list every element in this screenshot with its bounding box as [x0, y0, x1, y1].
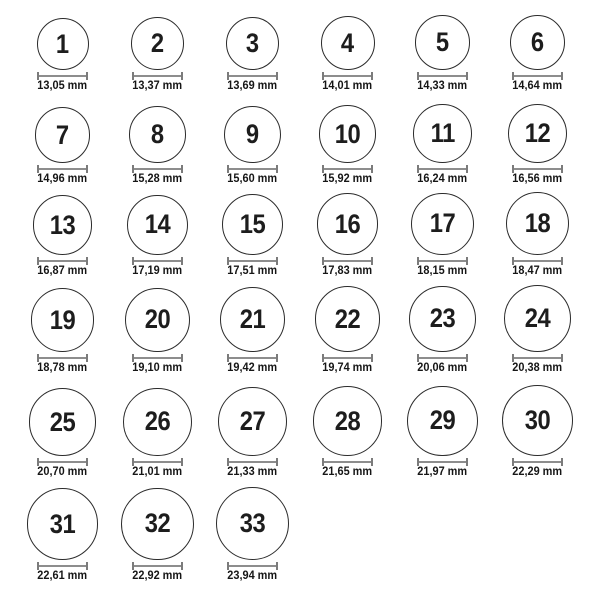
ring-size-cell [395, 286, 490, 374]
ruler-tick-left [132, 165, 134, 173]
diameter-ruler [417, 257, 468, 265]
ring-size-number: 19 [49, 304, 76, 335]
diameter-ruler [227, 354, 278, 362]
diameter-label: 14,96 mm [37, 173, 88, 185]
ruler-tick-right [181, 165, 183, 173]
ring-size-cell [110, 488, 205, 582]
ruler-tick-left [132, 72, 134, 80]
ruler-tick-left [512, 165, 514, 173]
ring-circle [125, 288, 190, 353]
ruler-tick-right [466, 354, 468, 362]
ring-size-number: 22 [334, 303, 361, 334]
ring-size-number: 27 [239, 405, 266, 436]
ring-circle [37, 18, 89, 70]
ring-circle [220, 287, 285, 352]
ring-size-number: 25 [49, 406, 76, 437]
ruler-tick-right [276, 458, 278, 466]
diameter-label: 21,01 mm [132, 466, 183, 478]
ring-size-cell [205, 487, 300, 582]
diameter-label: 17,51 mm [227, 265, 278, 277]
ring-circle [218, 387, 287, 456]
diameter-label: 20,38 mm [512, 362, 563, 374]
ruler-tick-left [132, 458, 134, 466]
diameter-ruler [417, 354, 468, 362]
ruler-tick-left [37, 458, 39, 466]
chart-row-4 [0, 287, 600, 387]
diameter-label: 15,60 mm [227, 173, 278, 185]
diameter-ruler [322, 458, 373, 466]
ring-circle [121, 488, 193, 560]
ring-circle [226, 17, 279, 70]
chart-row-3 [0, 190, 600, 287]
ring-size-number: 31 [49, 508, 76, 539]
ruler-tick-left [227, 562, 229, 570]
diameter-ruler [322, 354, 373, 362]
ring-circle [27, 488, 99, 560]
ruler-tick-right [371, 458, 373, 466]
ruler-tick-left [322, 72, 324, 80]
ring-size-number: 15 [239, 208, 266, 239]
ring-size-cell [490, 285, 585, 374]
ring-size-number: 4 [341, 27, 354, 58]
ruler-tick-right [276, 165, 278, 173]
ring-size-cell [15, 195, 110, 277]
ruler-tick-right [466, 458, 468, 466]
diameter-label: 20,70 mm [37, 466, 88, 478]
diameter-label: 15,92 mm [322, 173, 373, 185]
ruler-tick-left [417, 354, 419, 362]
diameter-label: 19,74 mm [322, 362, 373, 374]
ring-size-cell [395, 104, 490, 185]
ruler-tick-left [227, 257, 229, 265]
ring-size-cell [300, 386, 395, 478]
ruler-tick-left [322, 257, 324, 265]
ruler-tick-right [86, 354, 88, 362]
ruler-tick-right [86, 562, 88, 570]
ring-size-cell [15, 388, 110, 478]
ruler-tick-right [466, 72, 468, 80]
diameter-label: 15,28 mm [132, 173, 183, 185]
diameter-ruler [227, 562, 278, 570]
diameter-label: 21,33 mm [227, 466, 278, 478]
chart-row-2 [0, 95, 600, 190]
diameter-ruler [227, 72, 278, 80]
diameter-ruler [37, 72, 88, 80]
ruler-tick-left [37, 165, 39, 173]
ruler-tick-right [181, 562, 183, 570]
ruler-tick-left [322, 354, 324, 362]
ruler-tick-left [37, 354, 39, 362]
diameter-label: 22,61 mm [37, 570, 88, 582]
ring-size-cell [490, 104, 585, 185]
ring-size-cell [205, 387, 300, 478]
ruler-tick-right [181, 72, 183, 80]
ruler-tick-left [227, 72, 229, 80]
ring-size-cell [15, 288, 110, 374]
ruler-tick-right [86, 458, 88, 466]
ring-size-number: 17 [429, 208, 456, 239]
diameter-ruler [512, 165, 563, 173]
diameter-ruler [322, 72, 373, 80]
ruler-tick-left [37, 72, 39, 80]
diameter-ruler [417, 458, 468, 466]
ring-size-number: 26 [144, 406, 171, 437]
ruler-tick-right [181, 354, 183, 362]
ring-size-cell [490, 385, 585, 478]
diameter-ruler [227, 458, 278, 466]
ring-circle [216, 487, 289, 560]
ring-circle [504, 285, 571, 352]
diameter-ruler [417, 165, 468, 173]
diameter-ruler [37, 562, 88, 570]
ring-circle [407, 386, 477, 456]
ring-size-number: 2 [151, 28, 164, 59]
ring-size-cell [395, 15, 490, 92]
ring-size-cell [110, 288, 205, 375]
diameter-label: 18,47 mm [512, 265, 563, 277]
diameter-ruler [512, 354, 563, 362]
diameter-ruler [227, 257, 278, 265]
chart-row-6 [0, 487, 600, 600]
ring-circle [127, 195, 188, 256]
ring-size-cell [205, 17, 300, 92]
ring-size-cell [300, 16, 395, 92]
diameter-ruler [417, 72, 468, 80]
ruler-tick-left [132, 562, 134, 570]
ring-size-number: 12 [524, 117, 551, 148]
diameter-label: 14,33 mm [417, 80, 468, 92]
diameter-label: 17,19 mm [132, 265, 183, 277]
diameter-ruler [37, 257, 88, 265]
ring-size-number: 30 [524, 405, 551, 435]
ruler-tick-right [371, 257, 373, 265]
ruler-tick-right [561, 257, 563, 265]
ruler-tick-right [86, 165, 88, 173]
ring-size-cell [205, 287, 300, 374]
ring-size-number: 1 [56, 28, 69, 59]
ruler-tick-right [561, 165, 563, 173]
diameter-ruler [132, 257, 183, 265]
diameter-label: 22,92 mm [132, 570, 183, 582]
ring-circle [222, 194, 283, 255]
ring-circle [315, 286, 381, 352]
ring-circle [313, 386, 383, 456]
diameter-label: 19,42 mm [227, 362, 278, 374]
diameter-label: 16,24 mm [417, 173, 468, 185]
ring-circle [502, 385, 573, 456]
ruler-tick-right [371, 165, 373, 173]
ring-size-number: 18 [524, 207, 551, 238]
ring-size-number: 13 [49, 209, 76, 240]
diameter-ruler [512, 458, 563, 466]
ruler-tick-right [466, 165, 468, 173]
diameter-ruler [132, 165, 183, 173]
ring-size-number: 33 [239, 508, 266, 538]
chart-row-1 [0, 0, 600, 95]
diameter-label: 23,94 mm [227, 570, 278, 582]
ruler-tick-right [86, 257, 88, 265]
ring-size-cell [395, 386, 490, 478]
diameter-label: 18,78 mm [37, 362, 88, 374]
ring-circle [35, 107, 91, 163]
ring-size-number: 9 [246, 118, 259, 149]
diameter-label: 14,01 mm [322, 80, 373, 92]
ring-size-number: 29 [429, 405, 456, 436]
ring-size-number: 23 [429, 303, 456, 334]
ruler-tick-left [512, 458, 514, 466]
ring-size-number: 28 [334, 405, 361, 436]
ring-size-number: 14 [144, 209, 171, 240]
ruler-tick-left [37, 257, 39, 265]
ring-circle [319, 105, 377, 163]
ruler-tick-right [181, 458, 183, 466]
diameter-label: 16,87 mm [37, 265, 88, 277]
diameter-label: 21,97 mm [417, 466, 468, 478]
ruler-tick-right [276, 72, 278, 80]
ruler-tick-left [512, 72, 514, 80]
ring-circle [33, 195, 93, 255]
diameter-label: 14,64 mm [512, 80, 563, 92]
ring-size-number: 16 [334, 208, 361, 239]
ring-size-cell [15, 107, 110, 185]
ruler-tick-left [512, 354, 514, 362]
ring-circle [409, 286, 475, 352]
ring-size-number: 11 [430, 118, 455, 149]
ring-circle [415, 15, 470, 70]
ruler-tick-right [561, 354, 563, 362]
ruler-tick-left [322, 458, 324, 466]
ruler-tick-left [37, 562, 39, 570]
diameter-ruler [132, 72, 183, 80]
diameter-ruler [132, 458, 183, 466]
diameter-label: 22,29 mm [512, 466, 563, 478]
diameter-label: 17,83 mm [322, 265, 373, 277]
ring-circle [224, 106, 281, 163]
ring-size-cell [15, 18, 110, 92]
diameter-label: 20,06 mm [417, 362, 468, 374]
ruler-tick-right [181, 257, 183, 265]
diameter-ruler [132, 354, 183, 362]
diameter-ruler [322, 165, 373, 173]
ring-size-cell [300, 286, 395, 374]
ring-size-number: 3 [246, 27, 259, 58]
ruler-tick-right [561, 72, 563, 80]
ring-size-cell [395, 193, 490, 278]
ring-size-number: 8 [151, 119, 164, 150]
ring-size-cell [110, 106, 205, 185]
diameter-ruler [512, 257, 563, 265]
ruler-tick-right [276, 257, 278, 265]
ring-circle [411, 193, 474, 256]
ring-circle [321, 16, 375, 70]
ring-size-cell [110, 17, 205, 92]
ring-size-cell [205, 106, 300, 185]
ruler-tick-left [132, 354, 134, 362]
diameter-ruler [37, 354, 88, 362]
ring-size-number: 20 [144, 304, 171, 335]
ring-size-number: 24 [524, 302, 551, 333]
ring-circle [129, 106, 186, 163]
ruler-tick-left [322, 165, 324, 173]
diameter-label: 13,05 mm [37, 80, 88, 92]
diameter-ruler [37, 165, 88, 173]
diameter-label: 18,15 mm [417, 265, 468, 277]
ring-circle [123, 388, 191, 456]
ring-size-number: 6 [531, 26, 544, 57]
ring-circle [510, 15, 565, 70]
ring-circle [31, 288, 95, 352]
ruler-tick-left [227, 458, 229, 466]
ring-circle [506, 192, 569, 255]
ring-circle [508, 104, 567, 163]
ring-size-cell [490, 192, 585, 277]
ring-circle [413, 104, 472, 163]
chart-row-5 [0, 387, 600, 487]
ruler-tick-right [561, 458, 563, 466]
ruler-tick-left [417, 165, 419, 173]
ring-size-number: 21 [239, 303, 266, 334]
ruler-tick-left [132, 257, 134, 265]
ruler-tick-left [417, 72, 419, 80]
ring-size-cell [15, 488, 110, 582]
diameter-label: 13,69 mm [227, 80, 278, 92]
ruler-tick-left [227, 354, 229, 362]
ruler-tick-left [417, 458, 419, 466]
ring-size-cell [205, 194, 300, 277]
ring-size-cell [300, 105, 395, 185]
ring-size-cell [300, 193, 395, 277]
diameter-label: 19,10 mm [132, 362, 183, 374]
diameter-label: 13,37 mm [132, 80, 183, 92]
ruler-tick-left [417, 257, 419, 265]
ring-circle [131, 17, 184, 70]
ring-size-number: 7 [56, 119, 69, 150]
ring-size-number: 5 [436, 27, 449, 58]
ring-size-cell [110, 388, 205, 478]
diameter-ruler [227, 165, 278, 173]
ruler-tick-left [227, 165, 229, 173]
ruler-tick-right [371, 354, 373, 362]
ruler-tick-right [466, 257, 468, 265]
diameter-ruler [512, 72, 563, 80]
ring-circle [317, 193, 379, 255]
ruler-tick-left [512, 257, 514, 265]
ring-circle [29, 388, 97, 456]
ring-size-cell [110, 195, 205, 278]
ring-size-number: 10 [334, 118, 361, 149]
diameter-ruler [322, 257, 373, 265]
ruler-tick-right [276, 562, 278, 570]
ring-size-cell [490, 15, 585, 92]
diameter-label: 16,56 mm [512, 173, 563, 185]
diameter-ruler [37, 458, 88, 466]
diameter-ruler [132, 562, 183, 570]
ruler-tick-right [276, 354, 278, 362]
ring-size-number: 32 [144, 508, 171, 539]
ruler-tick-right [86, 72, 88, 80]
ruler-tick-right [371, 72, 373, 80]
diameter-label: 21,65 mm [322, 466, 373, 478]
